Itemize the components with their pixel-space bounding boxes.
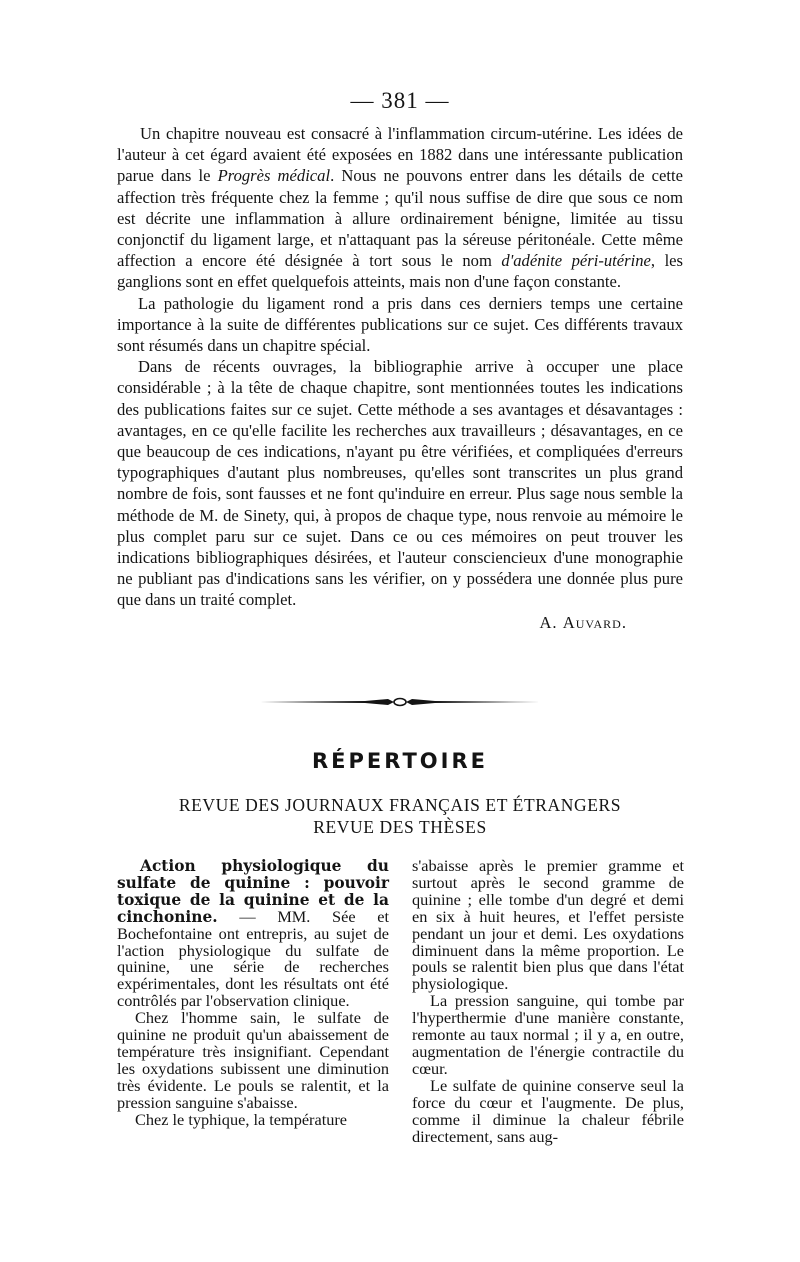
article-column-left: [117, 858, 389, 1129]
intro-p1-end: , les ganglions sont en effet quelquefois atteints, mais non d'une façon constante.: [117, 251, 684, 292]
ornament-divider-icon: [260, 692, 540, 712]
intro-p1-middle: . Nous ne pouvons entrer dans les détails de cette affection très fréquente chez la femme ; qu'il nous suffise de dire que sous ce nom est décrite une inflammation à allure ordinairement bénigne, limitée au tissu conjonctif du ligament large, et n'attaquant pas la séreuse péritonéale. Cette même affection a encore été désignée à tort sous le nom: [117, 166, 683, 271]
article-paragraph-continued: s'abaisse après le premier gramme et surtout après le second gramme de quinine ; elle tombe d'un degré et demi en six à huit heures, et l'effet persiste pendant un jour et demi. Les oxydations diminuent dans la même proportion. Le pouls se ralentit bien plus que dans l'état physiologique.: [412, 856, 684, 994]
article-paragraph: Chez le typhique, la température: [135, 1109, 348, 1129]
journal-name: Progrès médical: [217, 166, 331, 186]
intro-paragraph: [117, 123, 683, 293]
signature-name: Auvard.: [562, 612, 627, 632]
signature-initial: A.: [539, 612, 558, 632]
intro-text: [117, 123, 683, 633]
article-lead-paragraph: [117, 858, 389, 1010]
article-title: Action physiologique du sulfate de quinine : pouvoir toxique de la quinine et de la cinchonine.: [117, 857, 389, 926]
intro-paragraph: La pathologie du ligament rond a pris dans ces derniers temps une certaine importance à la suite de différentes publications sur ce sujet. Ces différents travaux sont résumés dans un chapitre spécial.: [117, 293, 683, 356]
author-signature: [117, 612, 683, 633]
adenite-term: d'adénite péri-utérine: [501, 251, 651, 271]
section-subtitle-theses: REVUE DES THÈSES: [313, 817, 487, 837]
article-paragraph: La pression sanguine, qui tombe par l'hyperthermie d'une manière constante, remonte au taux normal ; il y a, en outre, augmentation de l'énergie contractile du cœur.: [412, 991, 684, 1078]
article-paragraph: Chez l'homme sain, le sulfate de quinine ne produit qu'un abaissement de température très insignifiant. Cependant les oxydations subissent une diminution très évidente. Le pouls se ralentit, et la pression sanguine s'abaisse.: [117, 1008, 389, 1112]
intro-p1-start: Un chapitre nouveau est consacré à l'inflammation circum-utérine. Les idées de l'auteur à cet égard avaient été exposées en 1882 dans une intéressante publication parue dans le: [117, 124, 683, 186]
article-column-right: [412, 858, 684, 1145]
article-lead-text: — MM. Sée et Bochefontaine ont entrepris, au sujet de l'action physiologique du sulfate de quinine, une série de recherches expérimentales, dont les résultats ont été contrôlés par l'observation clinique.: [117, 906, 389, 1011]
page-number: — 381 —: [350, 88, 450, 113]
article-paragraph: Le sulfate de quinine conserve seul la force du cœur et l'augmente. De plus, comme il diminue la chaleur fébrile directement, sans aug-: [412, 1075, 684, 1146]
intro-paragraph: Dans de récents ouvrages, la bibliographie arrive à occuper une place considérable ; à la tête de chaque chapitre, sont mentionnées toutes les indications des publications faites sur ce sujet. Cette méthode a ses avantages et désavantages : avantages, en ce qu'elle facilite les recherches aux travailleurs ; désavantages, en ce que beaucoup de ces indications, n'ayant pu être vérifiées, et compliquées d'erreurs typographiques d'autant plus nombreuses, qu'elles sont transcrites un plus grand nombre de fois, sont fausses et ne font qu'induire en erreur. Plus sage nous semble la méthode de M. de Sinety, qui, à propos de chaque type, nous renvoie au mémoire le plus complet paru sur ce sujet. Dans ce ou ces mémoires on peut trouver les indications bibliographiques désirées, et l'auteur consciencieux d'une monographie ne publiant pas d'indications sans les vérifier, on y possédera une donnée plus pure que dans un traité complet.: [117, 357, 683, 610]
section-title: RÉPERTOIRE: [312, 749, 488, 773]
section-subtitle-journals: REVUE DES JOURNAUX FRANÇAIS ET ÉTRANGERS: [178, 795, 622, 815]
